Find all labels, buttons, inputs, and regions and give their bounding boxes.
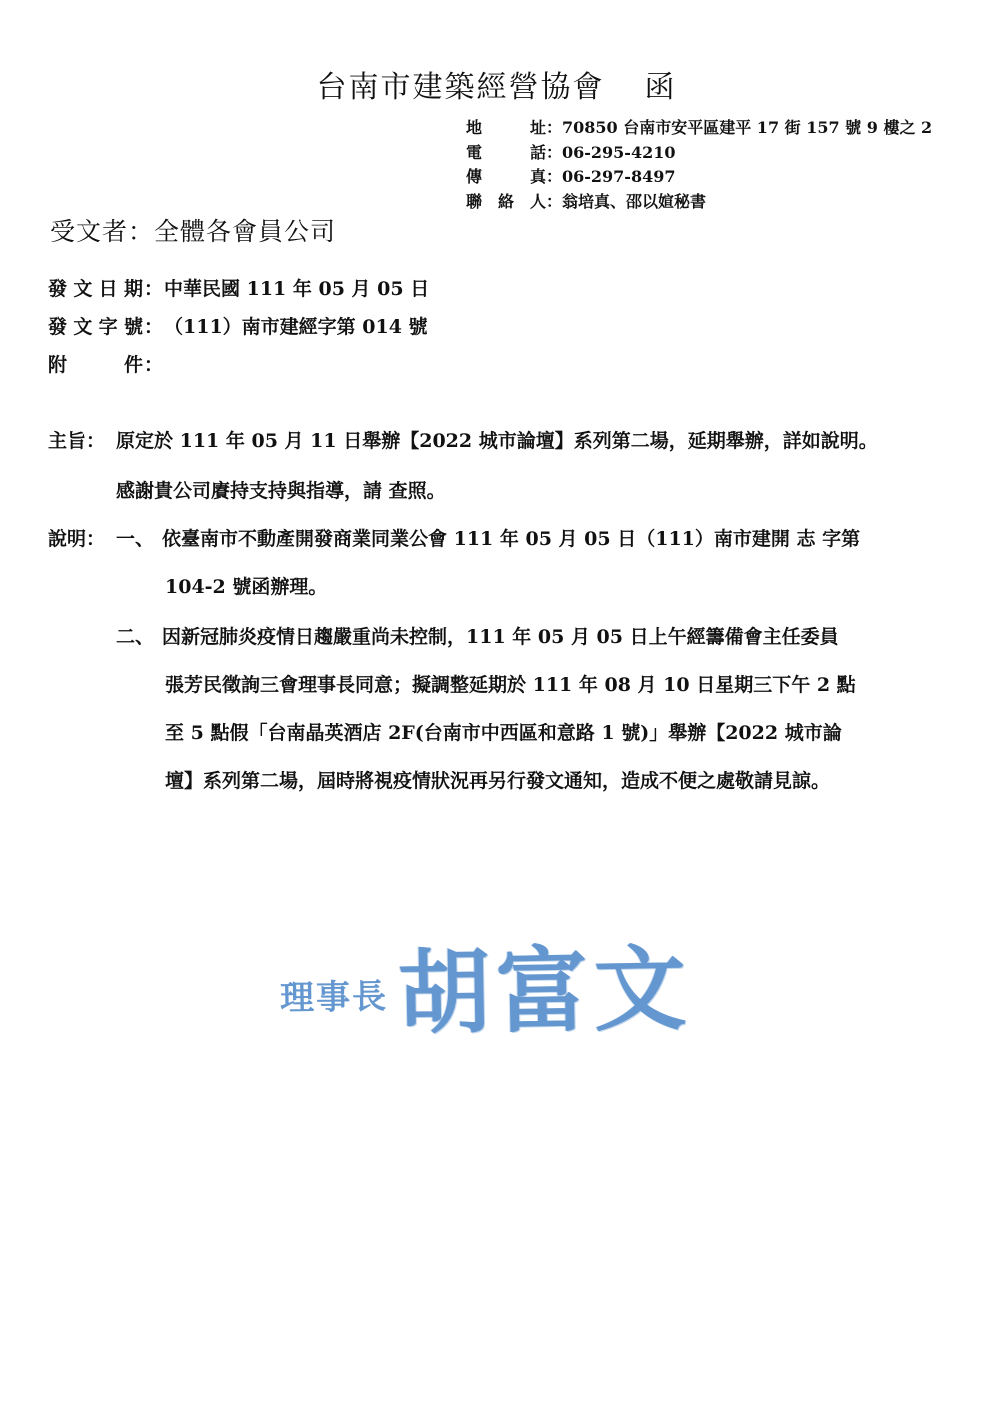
meta-row-number: 發文字號 ： （111）南市建經字第 014 號 bbox=[48, 308, 429, 346]
chairman-seal bbox=[279, 934, 693, 1048]
item-1-prefix: 一、 bbox=[116, 528, 155, 550]
contact-value: 06-295-4210 bbox=[562, 142, 676, 162]
meta-label: 發文日期 bbox=[48, 278, 144, 300]
seal-title: 理事長 bbox=[279, 976, 389, 1019]
contact-row-fax: 傳真 ： 06-297-8497 bbox=[466, 165, 932, 190]
item-1-line-2: 104-2 號函辦理。 bbox=[165, 576, 328, 598]
meta-label: 附件 bbox=[48, 354, 144, 376]
meta-value: （111）南市建經字第 014 號 bbox=[164, 316, 428, 338]
contact-label: 聯絡人 bbox=[466, 191, 546, 211]
item-1-line-1: 依臺南市不動產開發商業同業公會 111 年 05 月 05 日（111）南市建開 志 字第 bbox=[162, 528, 861, 550]
meta-value: 中華民國 111 年 05 月 05 日 bbox=[164, 278, 430, 300]
doc-type: 函 bbox=[644, 70, 677, 105]
contact-row-person: 聯絡人 ： 翁培真、邵以媗秘書 bbox=[466, 190, 932, 215]
contact-value: 翁培真、邵以媗秘書 bbox=[562, 191, 707, 211]
item-2-line-1: 因新冠肺炎疫情日趨嚴重尚未控制，111 年 05 月 05 日上午經籌備會主任委員 bbox=[162, 626, 839, 648]
contact-row-phone: 電話 ： 06-295-4210 bbox=[466, 141, 932, 166]
contact-label: 傳真 bbox=[466, 167, 546, 186]
item-2-prefix: 二、 bbox=[116, 626, 155, 648]
meta-row-date: 發文日期 ： 中華民國 111 年 05 月 05 日 bbox=[48, 270, 429, 308]
item-2-line-3: 至 5 點假「台南晶英酒店 2F(台南市中西區和意路 1 號)」舉辦【2022 城市論 bbox=[165, 722, 842, 744]
contact-value: 06-297-8497 bbox=[562, 167, 676, 186]
contact-value: 70850 台南市安平區建平 17 街 157 號 9 樓之 2 bbox=[562, 118, 933, 137]
meta-row-attachment: 附件 ： bbox=[48, 346, 429, 384]
meta-label: 發文字號 bbox=[48, 316, 144, 338]
explanation-label: 說明： bbox=[48, 528, 106, 550]
item-2-line-4: 壇】系列第二場，屆時將視疫情狀況再另行發文通知，造成不便之處敬請見諒。 bbox=[165, 770, 831, 792]
seal-name: 胡富文 bbox=[397, 934, 693, 1048]
contact-row-address: 地址 ： 70850 台南市安平區建平 17 街 157 號 9 樓之 2 bbox=[466, 116, 932, 141]
recipient-value: 全體各會員公司 bbox=[154, 217, 337, 246]
recipient-label: 受文者 bbox=[50, 217, 129, 246]
contact-label: 地址 bbox=[466, 118, 546, 137]
contact-label: 電話 bbox=[466, 142, 546, 162]
subject-line-2: 感謝貴公司賡持支持與指導，請 查照。 bbox=[116, 480, 446, 502]
subject-line-1: 原定於 111 年 05 月 11 日舉辦【2022 城市論壇】系列第二場，延期舉辦，詳如說明。 bbox=[116, 430, 878, 452]
document-title bbox=[0, 62, 993, 106]
meta-block bbox=[48, 270, 429, 384]
subject-label: 主旨： bbox=[48, 430, 106, 452]
contact-block bbox=[466, 116, 932, 214]
org-name: 台南市建築經營協會 bbox=[316, 70, 605, 105]
item-2-line-2: 張芳民徵詢三會理事長同意；擬調整延期於 111 年 08 月 10 日星期三下午 2 點 bbox=[165, 674, 856, 696]
recipient-line: 受文者：全體各會員公司 bbox=[50, 217, 337, 246]
